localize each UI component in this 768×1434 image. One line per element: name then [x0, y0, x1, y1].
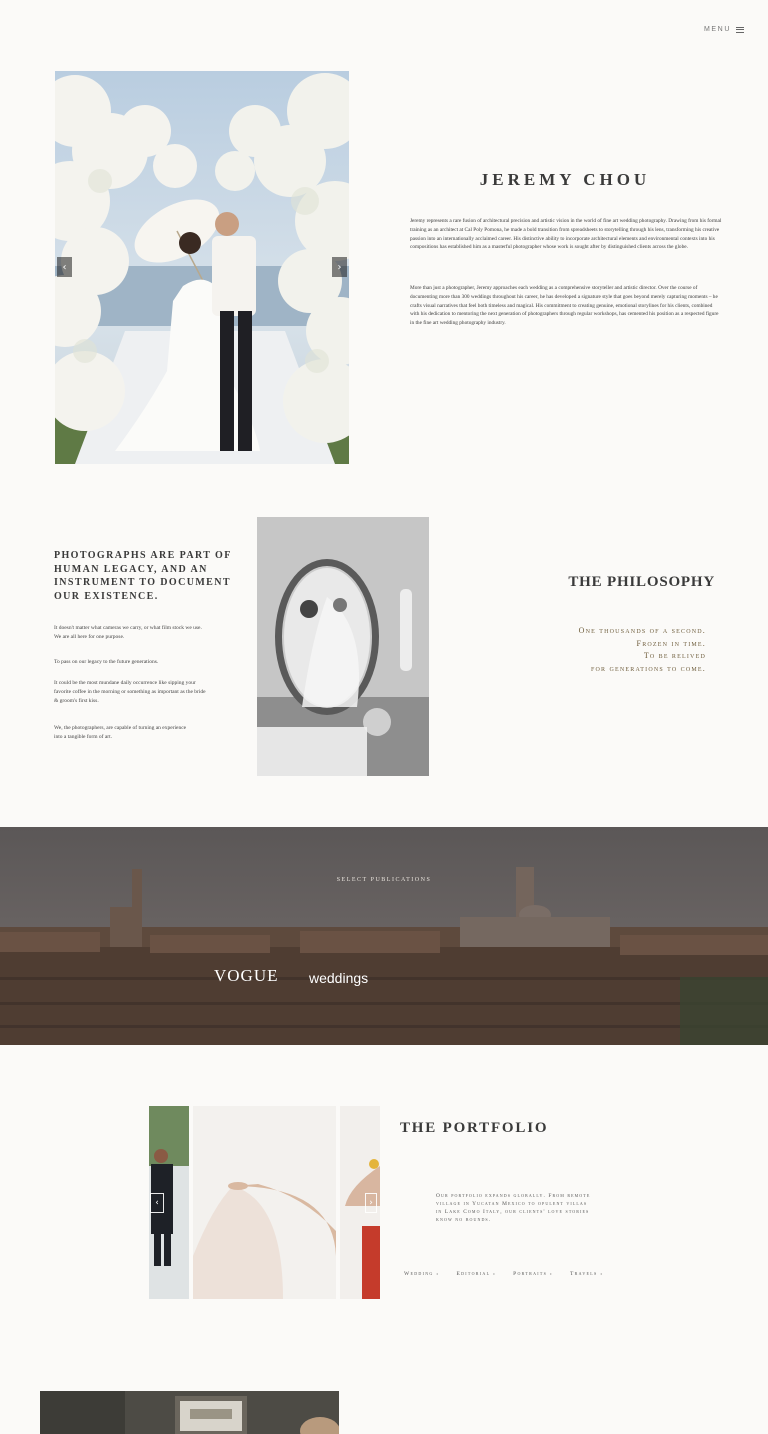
portfolio-slide-red [340, 1106, 380, 1299]
menu-label: MENU [703, 26, 731, 33]
room-interior-image [40, 1391, 339, 1434]
bride-in-mirror-bw-image [257, 517, 429, 776]
legacy-heading: PHOTOGRAPHS ARE PART OF HUMAN LEGACY, AND AN INSTRUMENT TO DOCUMENT OUR EXISTENCE. [54, 550, 232, 602]
philosophy-line: Frozen in time. [636, 638, 706, 648]
category-portraits-link[interactable]: Portraits › [513, 1271, 554, 1277]
legacy-paragraph: It doesn't matter what cameras we carry, or what film stock we use. We are all here for one purpose. [54, 625, 202, 640]
philosophy-line: for generations to come. [590, 663, 706, 673]
bio-paragraph-2: More than just a photographer, Jeremy approaches each wedding as a comprehensive storyteller and artistic director. Over the course of documenting more than 300 weddings throughout his career, he has developed a signature style that goes beyond merely capturing moments – he crafts visual narratives that feel both timeless and magical. His commitment to creating genuine, emotional storylines for his clients, combined with his dedication to mentoring the next generation of photographers through regular workshops, has cemented his position as a respected figure in the fine art wedding photography industry. [410, 285, 719, 327]
hero-prev-arrow[interactable]: ‹ [57, 257, 72, 277]
hero-wedding-photo [55, 71, 349, 464]
menu-button[interactable] [704, 26, 744, 33]
philosophy-quote [540, 625, 706, 675]
portfolio-slide-groom [149, 1106, 189, 1299]
couple-under-blossom-arch-image [55, 71, 349, 464]
weddings-logo[interactable]: weddings [309, 970, 369, 986]
legacy-paragraph: To pass on our legacy to the future generations. [54, 659, 159, 665]
philosophy-line: One thousands of a second. [578, 626, 706, 635]
bio-title: JEREMY CHOU [479, 170, 651, 189]
portfolio-slide-veil [193, 1106, 336, 1299]
bio-paragraph-1: Jeremy represents a rare fusion of architectural precision and artistic vision in the world of fine art wedding photography. Drawing from his formal training as an architect at Cal Poly Pomona, he made a bold transition from spreadsheets to storytelling through his lens, transforming his creative passion into an internationally acclaimed career. His distinctive ability to incorporate architectural elements and environmental contexts into his compositions has established him as a masterful photographer whose work is sought after by distinguished clients across the globe. [410, 218, 722, 251]
siena-cityscape-image [0, 827, 768, 1045]
hero-next-arrow[interactable]: › [332, 257, 347, 277]
veil-image [193, 1106, 336, 1299]
portfolio-next-arrow[interactable]: › [365, 1193, 377, 1213]
category-travels-link[interactable]: Travels › [570, 1271, 604, 1277]
publications-banner [0, 827, 768, 1045]
interior-photo [40, 1391, 339, 1434]
legacy-paragraph: We, the photographers, are capable of turning an experience into a tangible form of art. [54, 725, 187, 740]
vogue-logo[interactable]: VOGUE [214, 966, 279, 985]
portfolio-title: THE PORTFOLIO [400, 1120, 549, 1136]
publications-label: SELECT PUBLICATIONS [336, 877, 432, 883]
portfolio-categories [404, 1271, 603, 1277]
mirror-bride-photo [257, 517, 429, 776]
category-editorial-link[interactable]: Editorial › [456, 1271, 497, 1277]
portfolio-description: Our portfolio expands globally. From remote village in Yucatan Mexico to opulent villas in Lake Como Italy, our clients' love stories know no bounds. [436, 1193, 591, 1223]
legacy-paragraph: It could be the most mundane daily occurrence like sipping your favorite coffee in the morning or something as important as the bride & groom's first kiss. [54, 680, 206, 704]
philosophy-line: To be relived [643, 651, 706, 660]
portfolio-prev-arrow[interactable]: ‹ [150, 1193, 164, 1213]
hamburger-icon [736, 27, 744, 33]
category-wedding-link[interactable]: Wedding › [404, 1271, 440, 1277]
philosophy-title: THE PHILOSOPHY [568, 574, 715, 590]
